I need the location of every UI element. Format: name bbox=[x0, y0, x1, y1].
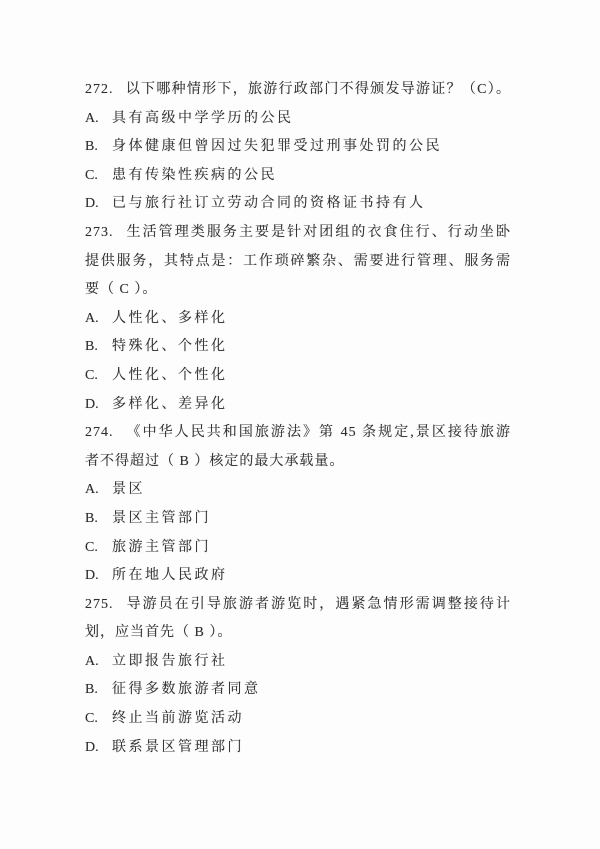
question-275-line-2 bbox=[85, 619, 511, 648]
option-text: 景区主管部门 bbox=[112, 510, 211, 526]
option-text: 患有传染性疾病的公民 bbox=[112, 167, 277, 183]
question-275-option-c bbox=[85, 705, 511, 734]
option-label: A. bbox=[85, 110, 99, 126]
option-label: A. bbox=[85, 310, 99, 326]
option-text: 具有高级中学学历的公民 bbox=[112, 110, 294, 126]
option-text: 联系景区管理部门 bbox=[112, 739, 244, 755]
option-text: 人性化、个性化 bbox=[112, 367, 228, 383]
option-text: 征得多数旅游者同意 bbox=[112, 682, 261, 698]
option-label: A. bbox=[85, 482, 99, 498]
question-273-line-2 bbox=[85, 248, 511, 277]
question-275-line-1 bbox=[85, 591, 511, 620]
question-274-option-d bbox=[85, 562, 511, 591]
option-text: 特殊化、个性化 bbox=[112, 339, 228, 355]
option-text: 身体健康但曾因过失犯罪受过刑事处罚的公民 bbox=[112, 139, 442, 155]
option-text: 终止当前游览活动 bbox=[112, 711, 244, 727]
question-275-text-2: 划，应当首先（ B ）。 bbox=[85, 625, 233, 641]
question-272-option-a bbox=[85, 105, 511, 134]
question-275 bbox=[85, 591, 511, 763]
question-273-option-d bbox=[85, 391, 511, 420]
question-273-text-2: 提供服务，其特点是：工作琐碎繁杂、需要进行管理、服务需 bbox=[85, 253, 511, 269]
question-273-option-c bbox=[85, 362, 511, 391]
option-text: 已与旅行社订立劳动合同的资格证书持有人 bbox=[112, 196, 426, 212]
question-273-text-1: 生活管理类服务主要是针对团组的衣食住行、行动坐卧 bbox=[125, 224, 511, 240]
question-275-option-b bbox=[85, 676, 511, 705]
question-274 bbox=[85, 419, 511, 591]
option-label: B. bbox=[85, 510, 98, 526]
question-274-option-b bbox=[85, 505, 511, 534]
option-label: B. bbox=[85, 339, 98, 355]
question-273-option-a bbox=[85, 305, 511, 334]
question-272-line-1 bbox=[85, 76, 511, 105]
question-272-option-d bbox=[85, 190, 511, 219]
question-274-line-1 bbox=[85, 419, 511, 448]
question-273-line-1 bbox=[85, 219, 511, 248]
question-273-line-3 bbox=[85, 276, 511, 305]
question-272 bbox=[85, 76, 511, 219]
question-274-text-1: 《中华人民共和国旅游法》第 45 条规定,景区接待旅游 bbox=[125, 425, 511, 441]
option-label: D. bbox=[85, 196, 99, 212]
option-label: A. bbox=[85, 653, 99, 669]
question-273 bbox=[85, 219, 511, 419]
option-text: 所在地人民政府 bbox=[112, 568, 228, 584]
option-label: C. bbox=[85, 711, 98, 727]
option-label: D. bbox=[85, 396, 99, 412]
question-273-number: 273. bbox=[85, 224, 114, 240]
question-274-number: 274. bbox=[85, 425, 114, 441]
option-label: D. bbox=[85, 568, 99, 584]
question-275-number: 275. bbox=[85, 596, 114, 612]
question-274-text-2: 者不得超过（ B ）核定的最大承载量。 bbox=[85, 453, 345, 469]
option-text: 景区 bbox=[112, 482, 145, 498]
option-label: B. bbox=[85, 139, 98, 155]
question-275-option-d bbox=[85, 734, 511, 763]
question-273-text-3: 要（ C ）。 bbox=[85, 282, 158, 298]
question-272-number: 272. bbox=[85, 82, 114, 97]
option-text: 旅游主管部门 bbox=[112, 539, 211, 555]
option-text: 人性化、多样化 bbox=[112, 310, 228, 326]
option-text: 多样化、差异化 bbox=[112, 396, 228, 412]
option-label: C. bbox=[85, 367, 98, 383]
question-274-line-2 bbox=[85, 448, 511, 477]
question-274-option-a bbox=[85, 476, 511, 505]
question-275-text-1: 导游员在引导旅游者游览时，遇紧急情形需调整接待计 bbox=[125, 596, 511, 612]
option-label: D. bbox=[85, 739, 99, 755]
question-274-option-c bbox=[85, 534, 511, 563]
question-272-option-b bbox=[85, 133, 511, 162]
question-272-text: 以下哪种情形下，旅游行政部门不得颁发导游证？（C）。 bbox=[125, 82, 511, 97]
question-275-option-a bbox=[85, 648, 511, 677]
option-label: C. bbox=[85, 167, 98, 183]
option-label: C. bbox=[85, 539, 98, 555]
option-label: B. bbox=[85, 682, 98, 698]
question-272-option-c bbox=[85, 162, 511, 191]
question-273-option-b bbox=[85, 333, 511, 362]
option-text: 立即报告旅行社 bbox=[112, 653, 228, 669]
